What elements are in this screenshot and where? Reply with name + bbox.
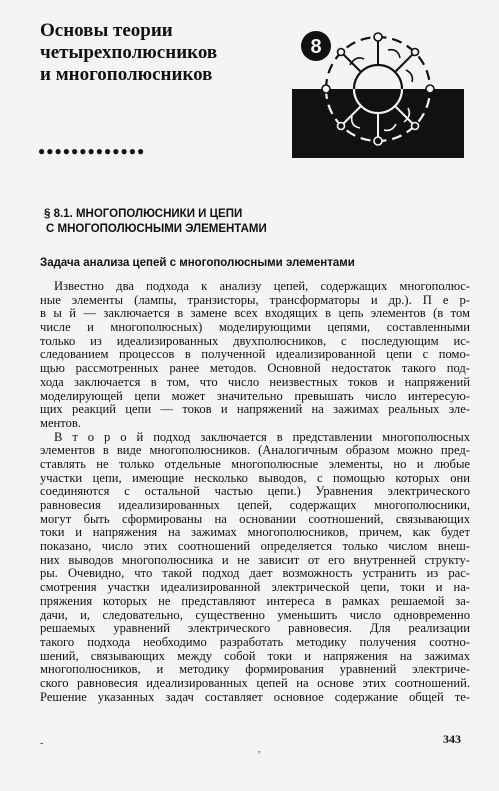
body-line: них выводов многополюсника и не зависит от его внутренней структу-: [40, 552, 470, 567]
body-line: В т о р о й подход заключается в представлении многополюсных: [54, 429, 470, 444]
body-line: ставлять не только отдельные многополюсные элементы, но и любые: [40, 456, 470, 471]
body-line: дачи, и, следовательно, существенно уменьшить число одновременно: [40, 607, 470, 622]
decorative-bullets: ●●●●●●●●●●●●●: [38, 144, 146, 158]
body-line: моделирующей цепи может значительно превышать число интересую-: [40, 388, 470, 403]
body-line: ные элементы (лампы, транзисторы, трансформаторы и др.). П е р-: [40, 292, 470, 307]
body-line: щих реакций цепи — токов и напряжений на зажимах реальных эле-: [40, 402, 470, 417]
page-number: 343: [443, 732, 461, 746]
body-line: такого подхода необходимо разработать методику получения соотно-: [40, 634, 470, 649]
body-line: равновесия идеализированных цепей, содержащих многополюсники,: [40, 498, 470, 512]
section-heading-line: § 8.1. МНОГОПОЛЮСНИКИ И ЦЕПИ: [44, 208, 243, 220]
body-line: Известно два подхода к анализу цепей, содержащих многополюс-: [54, 279, 470, 293]
body-line: участки цепи, имеющие несколько выводов, с помощью которых они: [40, 470, 470, 485]
body-line: смотрения участки идеализированной электрической цепи, токи и на-: [40, 580, 470, 595]
body-line: только из идеализированных двухполюсников, с последующим ис-: [40, 333, 470, 348]
body-line: щью рассмотренных ранее методов. Основной недостаток такого под-: [40, 361, 470, 376]
print-mark: -: [40, 738, 44, 749]
chapter-title-line: Основы теории: [40, 20, 173, 41]
body-line: следованием процессов в полученной идеализированной цепи с помо-: [40, 347, 470, 362]
body-text: [40, 280, 470, 704]
body-line: пряжения которых не представляют интереса в рамках решаемой за-: [40, 593, 470, 608]
chapter-title-line: и многополюсников: [40, 64, 213, 85]
body-line: ментов.: [40, 415, 82, 430]
section-heading: [44, 207, 464, 237]
body-line: элементов в виде многополюсников. (Аналогичным образом можно пред-: [40, 443, 470, 458]
subsection-heading: Задача анализа цепей с многополюсными элементами: [40, 257, 355, 269]
body-line: многополюсников, и методику формирования уравнений электриче-: [40, 662, 470, 677]
chapter-title: [40, 20, 280, 86]
chapter-title-line: четырехполюсников: [40, 42, 218, 63]
body-line: хода заключается в том, что число неизвестных токов и напряжений: [40, 374, 470, 389]
body-line: токи и напряжения на зажимах многополюсников, причем, как будет: [40, 525, 470, 540]
body-line: в ы й — заключается в замене всех входящих в цепь элементов (в том: [40, 306, 470, 321]
body-line: соединяются с остальной частью цепи.) Уравнения электрического: [40, 484, 470, 499]
body-line: числе и многополюсных) моделирующими цепями, составленными: [40, 320, 470, 335]
section-heading-line: С МНОГОПОЛЮСНЫМИ ЭЛЕМЕНТАМИ: [46, 223, 267, 235]
body-line: ского равновесия идеализированных цепей на основе этих соотношений.: [40, 675, 470, 690]
body-line: ры. Очевидно, что такой подход дает возможность устранить из рас-: [40, 566, 470, 581]
body-line: шений, связывающих между собой токи и напряжения на зажимах: [40, 648, 470, 663]
body-line: Решение указанных задач составляет основное содержание общей те-: [40, 689, 470, 704]
body-line: могут быть сформированы на основании соотношений, связывающих: [40, 511, 470, 526]
body-line: решаемых уравнений электрического равновесия. Для реализации: [40, 621, 470, 636]
print-mark: ,: [258, 744, 261, 755]
body-line: показано, число этих соотношений определяется только числом внеш-: [40, 539, 470, 554]
chapter-emblem: [292, 20, 464, 158]
chapter-number: 8: [310, 36, 322, 58]
